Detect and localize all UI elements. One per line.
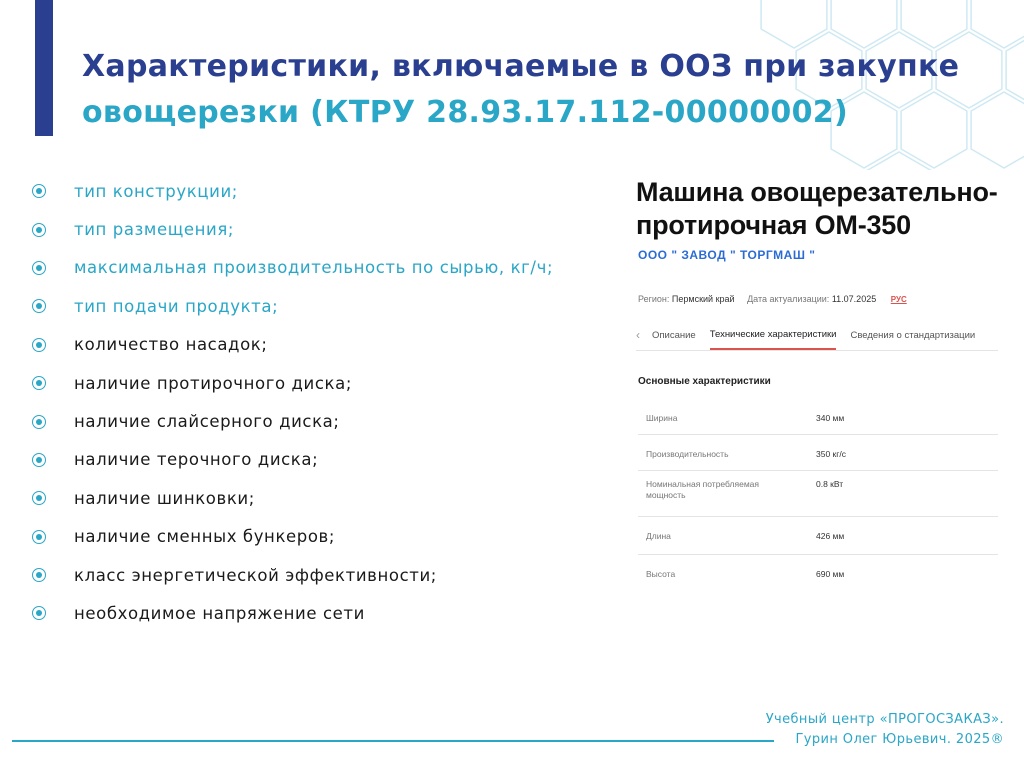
spec-row <box>638 434 998 471</box>
product-meta <box>638 294 907 304</box>
title-line-2: овощерезки (КТРУ 28.93.17.112-00000002) <box>82 95 848 130</box>
product-title: Машина овощерезательно-протирочная ОМ-350 <box>636 177 998 240</box>
spec-value: 690 мм <box>816 569 845 578</box>
target-bullet-icon <box>32 453 46 467</box>
bullet-item <box>32 402 553 440</box>
bullet-item <box>32 518 553 556</box>
date-label: Дата актуализации: <box>747 294 830 304</box>
product-tabs <box>636 320 998 351</box>
accent-bar <box>35 0 53 136</box>
footer <box>766 710 1004 750</box>
rus-badge[interactable]: РУС <box>890 295 907 304</box>
bullet-item <box>32 326 553 364</box>
bullet-item <box>32 364 553 402</box>
region-label: Регион: <box>638 294 670 304</box>
spec-value: 426 мм <box>816 531 845 541</box>
spec-value: 340 мм <box>816 413 845 423</box>
bullet-text: максимальная производительность по сырью, кг/ч; <box>74 258 554 278</box>
bullet-text: наличие протирочного диска; <box>74 373 352 393</box>
target-bullet-icon <box>32 530 46 544</box>
spec-row <box>638 470 998 517</box>
region-value: Пермский край <box>671 294 735 304</box>
target-bullet-icon <box>32 491 46 505</box>
characteristics-list <box>32 172 553 633</box>
bullet-text: необходимое напряжение сети <box>74 603 365 623</box>
chevron-left-icon[interactable]: ‹ <box>636 328 640 342</box>
target-bullet-icon <box>32 299 46 313</box>
section-title: Основные характеристики <box>638 376 771 387</box>
tab-item[interactable]: Сведения о стандартизации <box>850 329 976 341</box>
bullet-item <box>32 556 553 594</box>
bullet-text: наличие слайсерного диска; <box>74 412 340 432</box>
bullet-text: тип размещения; <box>74 220 235 240</box>
spec-key: Ширина <box>646 413 678 423</box>
spec-key: Производительность <box>646 449 729 459</box>
footer-divider <box>12 740 774 742</box>
product-card-screenshot <box>626 170 998 578</box>
bullet-item <box>32 594 553 632</box>
footer-line-1: Учебный центр «ПРОГОСЗАКАЗ». <box>765 712 1004 727</box>
target-bullet-icon <box>32 376 46 390</box>
spec-key: Длина <box>646 531 671 541</box>
bullet-item <box>32 172 553 210</box>
date-value: 11.07.2025 <box>831 294 877 304</box>
bullet-text: класс энергетической эффективности; <box>74 565 437 585</box>
target-bullet-icon <box>32 223 46 237</box>
footer-line-2: Гурин Олег Юрьевич. 2025® <box>795 732 1004 747</box>
bullet-text: наличие сменных бункеров; <box>74 527 336 547</box>
target-bullet-icon <box>32 415 46 429</box>
target-bullet-icon <box>32 261 46 275</box>
target-bullet-icon <box>32 184 46 198</box>
bullet-item <box>32 287 553 325</box>
spec-key: Высота <box>646 569 676 578</box>
spec-row <box>638 554 998 578</box>
bullet-item <box>32 210 553 248</box>
bullet-item <box>32 441 553 479</box>
slide-title <box>82 44 1024 136</box>
bullet-text: наличие шинковки; <box>74 488 255 508</box>
spec-value: 350 кг/с <box>816 449 846 459</box>
spec-key: Номинальная потребляемая мощность <box>646 479 759 500</box>
bullet-item <box>32 479 553 517</box>
target-bullet-icon <box>32 606 46 620</box>
spec-row <box>638 516 998 555</box>
tab-item[interactable]: Технические характеристики <box>710 320 837 350</box>
title-line-1: Характеристики, включаемые в ООЗ при закупке <box>82 49 960 84</box>
bullet-text: тип конструкции; <box>74 181 238 201</box>
manufacturer-link[interactable]: ООО " ЗАВОД " ТОРГМАШ " <box>638 248 816 262</box>
target-bullet-icon <box>32 568 46 582</box>
spec-value: 0.8 кВт <box>816 479 844 489</box>
bullet-text: наличие терочного диска; <box>74 450 319 470</box>
bullet-text: тип подачи продукта; <box>74 296 279 316</box>
bullet-text: количество насадок; <box>74 335 268 355</box>
spec-row <box>638 398 998 435</box>
tab-item[interactable]: Описание <box>652 329 696 341</box>
bullet-item <box>32 249 553 287</box>
target-bullet-icon <box>32 338 46 352</box>
